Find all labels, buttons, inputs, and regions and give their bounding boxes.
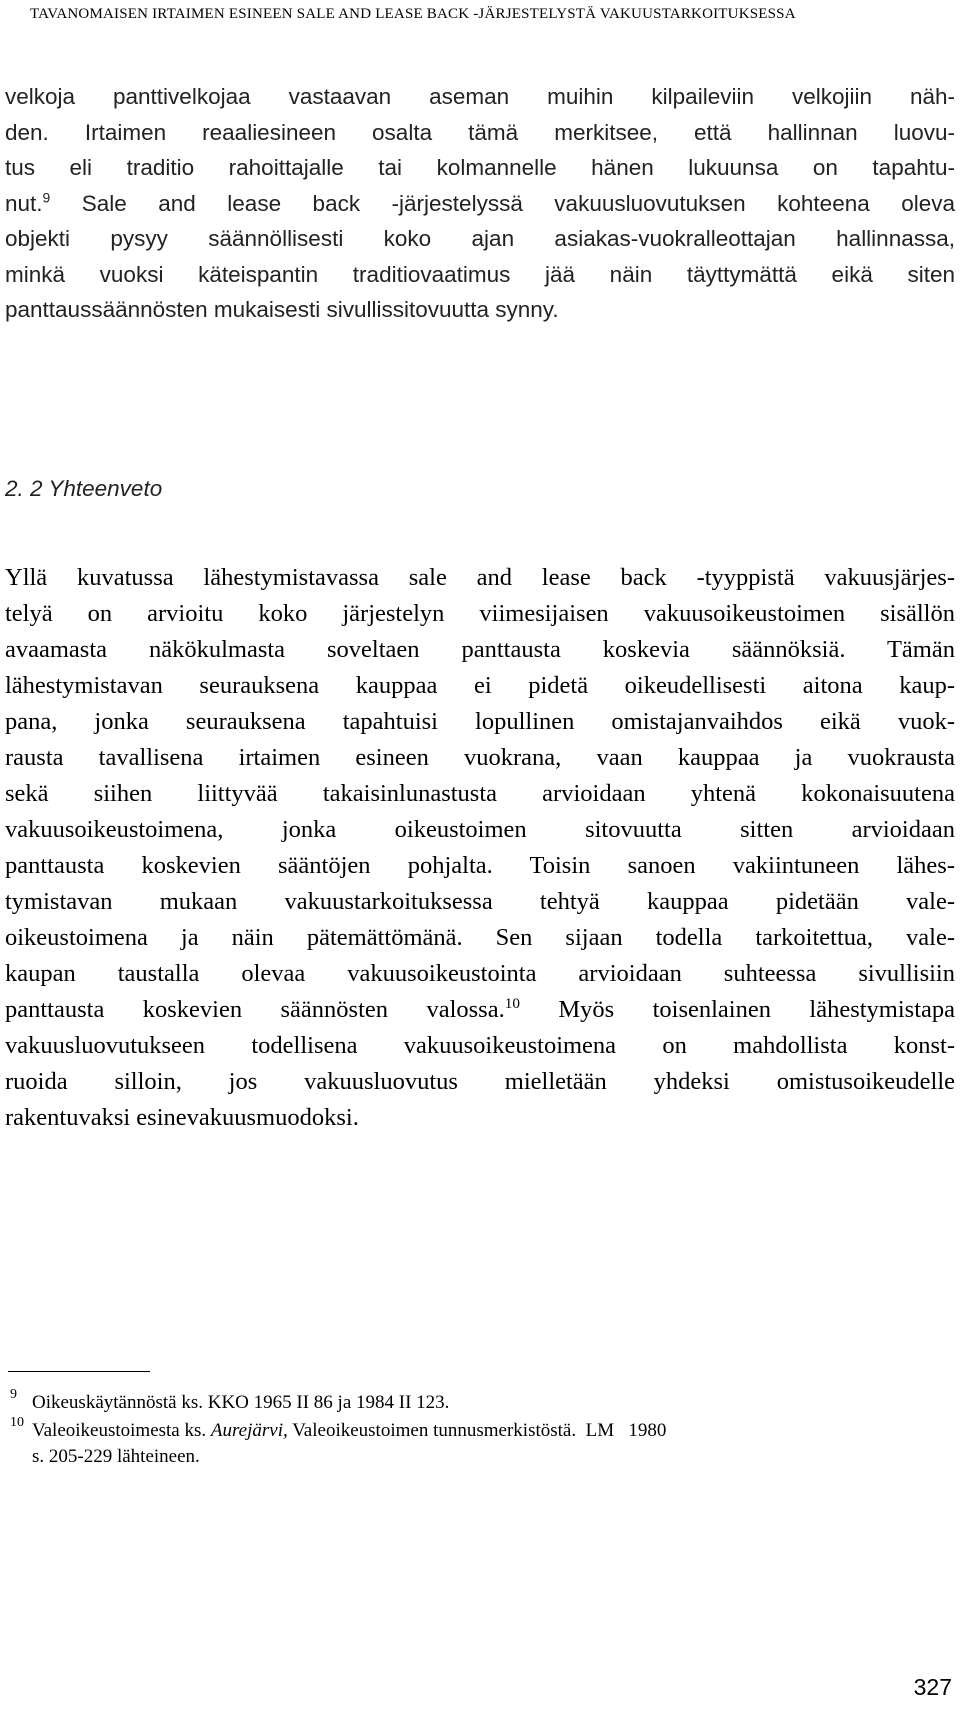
text-line: pana, jonka seurauksena tapahtuisi lopullinen omistajanvaihdos eikä vuok-: [5, 708, 955, 735]
text-line: panttaussäännösten mukaisesti sivullissitovuutta synny.: [5, 297, 559, 322]
text-line: rausta tavallisena irtaimen esineen vuokrana, vaan kauppaa ja vuokrausta: [5, 744, 955, 771]
footnote-text: Valeoikeustoimesta ks.: [32, 1420, 207, 1441]
text-line: objekti pysyy säännöllisesti koko ajan asiakas-vuokralleottajan hallinnassa,: [5, 226, 955, 251]
text-line: ruoida silloin, jos vakuusluovutus mielletään yhdeksi omistusoikeudelle: [5, 1068, 955, 1095]
footnotes: [10, 1387, 950, 1470]
footnote-divider: [8, 1371, 150, 1372]
text-line: sekä siihen liittyvää takaisinlunastusta arvioidaan yhtenä kokonaisuutena: [5, 780, 955, 807]
body-paragraph-1: [5, 79, 955, 328]
text-line: [5, 992, 955, 1028]
text-line: lähestymistavan seurauksena kauppaa ei pidetä oikeudellisesti aitona kaup-: [5, 672, 955, 699]
footnote-10: [10, 1415, 950, 1470]
footnote-number: 10: [10, 1415, 24, 1430]
text-line: vakuusoikeustoimena, jonka oikeustoimen sitovuutta sitten arvioidaan: [5, 816, 955, 843]
page-number: 327: [913, 1674, 952, 1700]
text-segment: Sale and lease back -järjestelyssä vakuusluovutuksen kohteena oleva: [81, 190, 955, 216]
text-line: panttausta koskevien sääntöjen pohjalta. Toisin sanoen vakiintuneen lähes-: [5, 852, 955, 879]
text-line: kaupan taustalla olevaa vakuusoikeustointa arvioidaan suhteessa sivullisiin: [5, 960, 955, 987]
text-line: minkä vuoksi käteispantin traditiovaatimus jää näin täyttymättä eikä siten: [5, 261, 955, 287]
footnote-continuation: s. 205-229 lähteineen.: [32, 1446, 200, 1467]
text-line: oikeustoimena ja näin pätemättömänä. Sen sijaan todella tarkoitettua, vale-: [5, 924, 955, 951]
footnote-ref-9[interactable]: 9: [42, 189, 51, 205]
footnote-text: Valeoikeustoimen tunnusmerkistöstä. LM 1980: [292, 1420, 667, 1441]
footnote-number: 9: [10, 1387, 17, 1402]
footnote-ref-10[interactable]: 10: [504, 994, 520, 1012]
text-segment: nut.: [5, 190, 43, 216]
running-header: TAVANOMAISEN IRTAIMEN ESINEEN SALE AND LEASE BACK -JÄRJESTELYSTÄ VAKUUSTARKOITUKSESSA: [30, 6, 796, 22]
text-segment: panttausta koskevien säännösten valossa.: [5, 996, 505, 1023]
text-line: tus eli traditio rahoittajalle tai kolmannelle hänen lukuunsa on tapahtu-: [5, 155, 955, 180]
text-line: den. Irtaimen reaaliesineen osalta tämä merkitsee, että hallinnan luovu-: [5, 119, 955, 145]
footnote-9: [10, 1387, 950, 1416]
text-line: Yllä kuvatussa lähestymistavassa sale and lease back -tyyppistä vakuusjärjes-: [5, 564, 955, 591]
footnote-author: Aurejärvi,: [210, 1420, 288, 1441]
text-line: tymistavan mukaan vakuustarkoituksessa tehtyä kauppaa pidetään vale-: [5, 888, 955, 915]
section-heading: 2. 2 Yhteenveto: [5, 476, 163, 501]
body-paragraph-2: [5, 560, 955, 1136]
text-line: [5, 186, 955, 222]
text-line: avaamasta näkökulmasta soveltaen panttausta koskevia säännöksiä. Tämän: [5, 636, 955, 663]
text-line: rakentuvaksi esinevakuusmuodoksi.: [5, 1104, 359, 1131]
text-segment: Myös toisenlainen lähestymistapa: [558, 996, 956, 1023]
text-line: telyä on arvioitu koko järjestelyn viimesijaisen vakuusoikeustoimen sisällön: [5, 600, 955, 627]
text-line: vakuusluovutukseen todellisena vakuusoikeustoimena on mahdollista konst-: [5, 1032, 955, 1059]
footnote-text: Oikeuskäytännöstä ks. KKO 1965 II 86 ja 1984 II 123.: [32, 1392, 450, 1413]
text-line: velkoja panttivelkojaa vastaavan aseman muihin kilpaileviin velkojiin näh-: [5, 84, 955, 109]
